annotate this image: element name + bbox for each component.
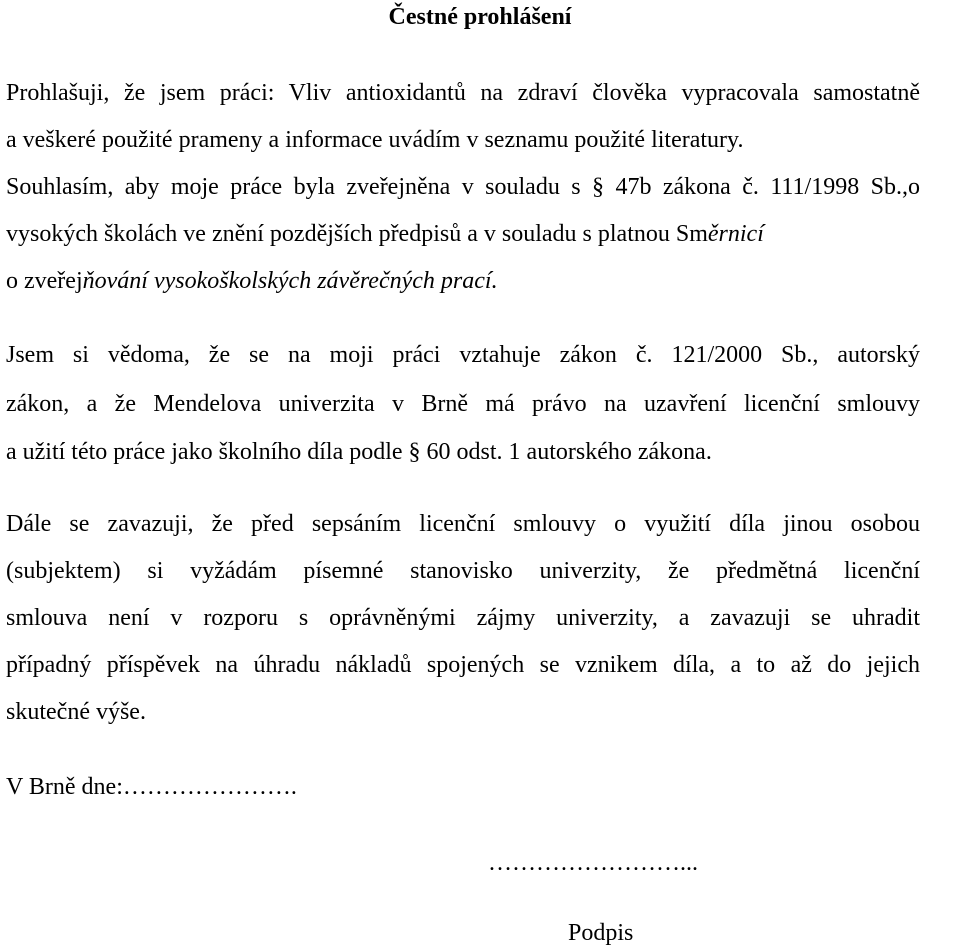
paragraph-1-line-2: a veškeré použité prameny a informace uvádím v seznamu použité literatury. xyxy=(6,127,744,153)
paragraph-3-line-4: případný příspěvek na úhradu nákladů spojených se vznikem díla, a to až do jejich xyxy=(6,652,920,678)
paragraph-3-line-2: (subjektem) si vyžádám písemné stanovisko univerzity, že předmětná licenční xyxy=(6,558,920,584)
paragraph-1-line-4 xyxy=(6,219,764,249)
paragraph-1-line-3: Souhlasím, aby moje práce byla zveřejněna v souladu s § 47b zákona č. 111/1998 Sb.,o xyxy=(6,174,920,200)
paragraph-1-line-5-italic: ňování vysokoškolských závěrečných prací. xyxy=(82,268,498,294)
paragraph-3-line-3: smlouva není v rozporu s oprávněnými zájmy univerzity, a zavazuji se uhradit xyxy=(6,605,920,631)
paragraph-3-line-5: skutečné výše. xyxy=(6,699,146,725)
paragraph-1-line-4-italic: ěrnicí xyxy=(707,221,764,247)
date-line: V Brně dne:…………………. xyxy=(6,774,297,800)
paragraph-2-line-3: a užití této práce jako školního díla podle § 60 odst. 1 autorského zákona. xyxy=(6,439,712,465)
page-title: Čestné prohlášení xyxy=(388,4,572,30)
paragraph-1-line-5-text: o zveřej xyxy=(6,268,83,294)
paragraph-1-line-5 xyxy=(6,266,498,296)
paragraph-1-line-4-text: vysokých školách ve znění pozdějších předpisů a v souladu s platnou Sm xyxy=(6,221,708,247)
paragraph-2-line-1: Jsem si vědoma, že se na moji práci vztahuje zákon č. 121/2000 Sb., autorský xyxy=(6,342,920,368)
paragraph-1-line-1: Prohlašuji, že jsem práci: Vliv antioxidantů na zdraví člověka vypracovala samostatně xyxy=(6,80,920,106)
paragraph-2-line-2: zákon, a že Mendelova univerzita v Brně má právo na uzavření licenční smlouvy xyxy=(6,391,920,417)
paragraph-3-line-1: Dále se zavazuji, že před sepsáním licenční smlouvy o využití díla jinou osobou xyxy=(6,511,920,537)
signature-line: ……………………... xyxy=(488,850,698,876)
signature-label: Podpis xyxy=(568,920,634,946)
